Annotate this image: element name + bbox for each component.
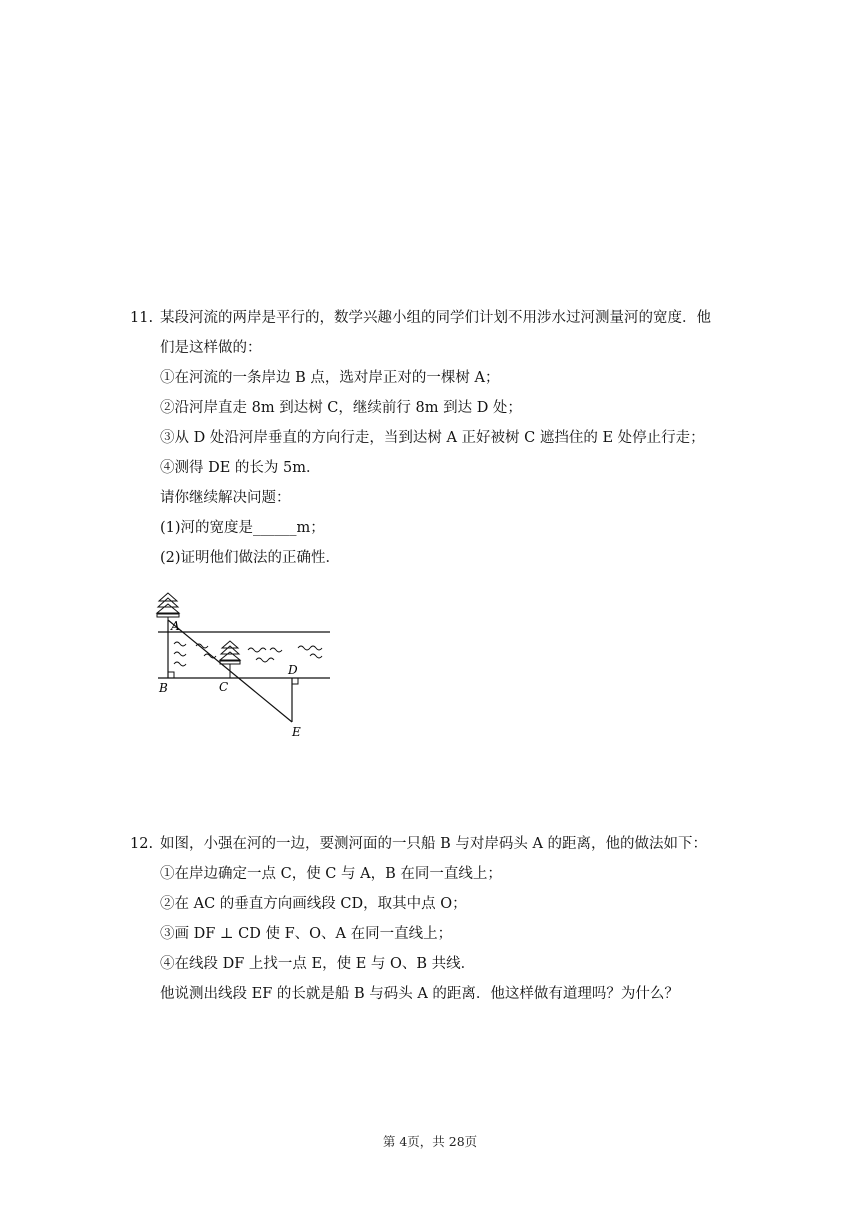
segment-ae bbox=[168, 620, 292, 722]
question-number: 12. bbox=[130, 836, 154, 852]
step-4: ④在线段 DF 上找一点 E，使 E 与 O、B 共线． bbox=[160, 956, 476, 972]
prompt: 请你继续解决问题： bbox=[160, 490, 291, 506]
right-angle-d bbox=[292, 678, 298, 684]
step-3: ③从 D 处沿河岸垂直的方向行走，当到达树 A 正好被树 C 遮挡住的 E 处停止行走； bbox=[160, 430, 705, 446]
step-2: ②在 AC 的垂直方向画线段 CD，取其中点 O； bbox=[160, 896, 467, 912]
step-1: ①在河流的一条岸边 B 点，选对岸正对的一棵树 A； bbox=[160, 370, 500, 386]
sub-question-1: (1)河的宽度是______m； bbox=[160, 520, 325, 536]
question-stem: 如图，小强在河的一边，要测河面的一只船 B 与对岸码头 A 的距离，他的做法如下： bbox=[160, 836, 708, 852]
step-4: ④测得 DE 的长为 5m． bbox=[160, 460, 321, 476]
right-angle-b bbox=[168, 672, 174, 678]
question-stem-line1: 某段河流的两岸是平行的，数学兴趣小组的同学们计划不用涉水过河测量河的宽度．他 bbox=[160, 310, 711, 326]
step-2: ②沿河岸直走 8m 到达树 C，继续前行 8m 到达 D 处； bbox=[160, 400, 522, 416]
step-3: ③画 DF ⊥ CD 使 F、O、A 在同一直线上； bbox=[160, 926, 453, 942]
label-d: D bbox=[288, 663, 298, 677]
label-a: A bbox=[171, 619, 180, 633]
water-waves bbox=[174, 642, 322, 666]
question-text: 他说测出线段 EF 的长就是船 B 与码头 A 的距离．他这样做有道理吗？为什么？ bbox=[160, 986, 679, 1002]
sub-question-2: (2)证明他们做法的正确性． bbox=[160, 550, 341, 566]
label-b: B bbox=[159, 681, 168, 695]
label-e: E bbox=[292, 725, 301, 739]
question-number: 11. bbox=[130, 310, 154, 326]
page-footer: 第 4页，共 28页 bbox=[382, 1134, 478, 1149]
label-c: C bbox=[219, 680, 229, 694]
tree-c-icon bbox=[220, 641, 240, 678]
question-stem-line2: 们是这样做的： bbox=[160, 340, 262, 356]
tree-a-icon bbox=[157, 593, 179, 620]
step-1: ①在岸边确定一点 C，使 C 与 A，B 在同一直线上； bbox=[160, 866, 502, 882]
river-figure bbox=[150, 590, 340, 740]
